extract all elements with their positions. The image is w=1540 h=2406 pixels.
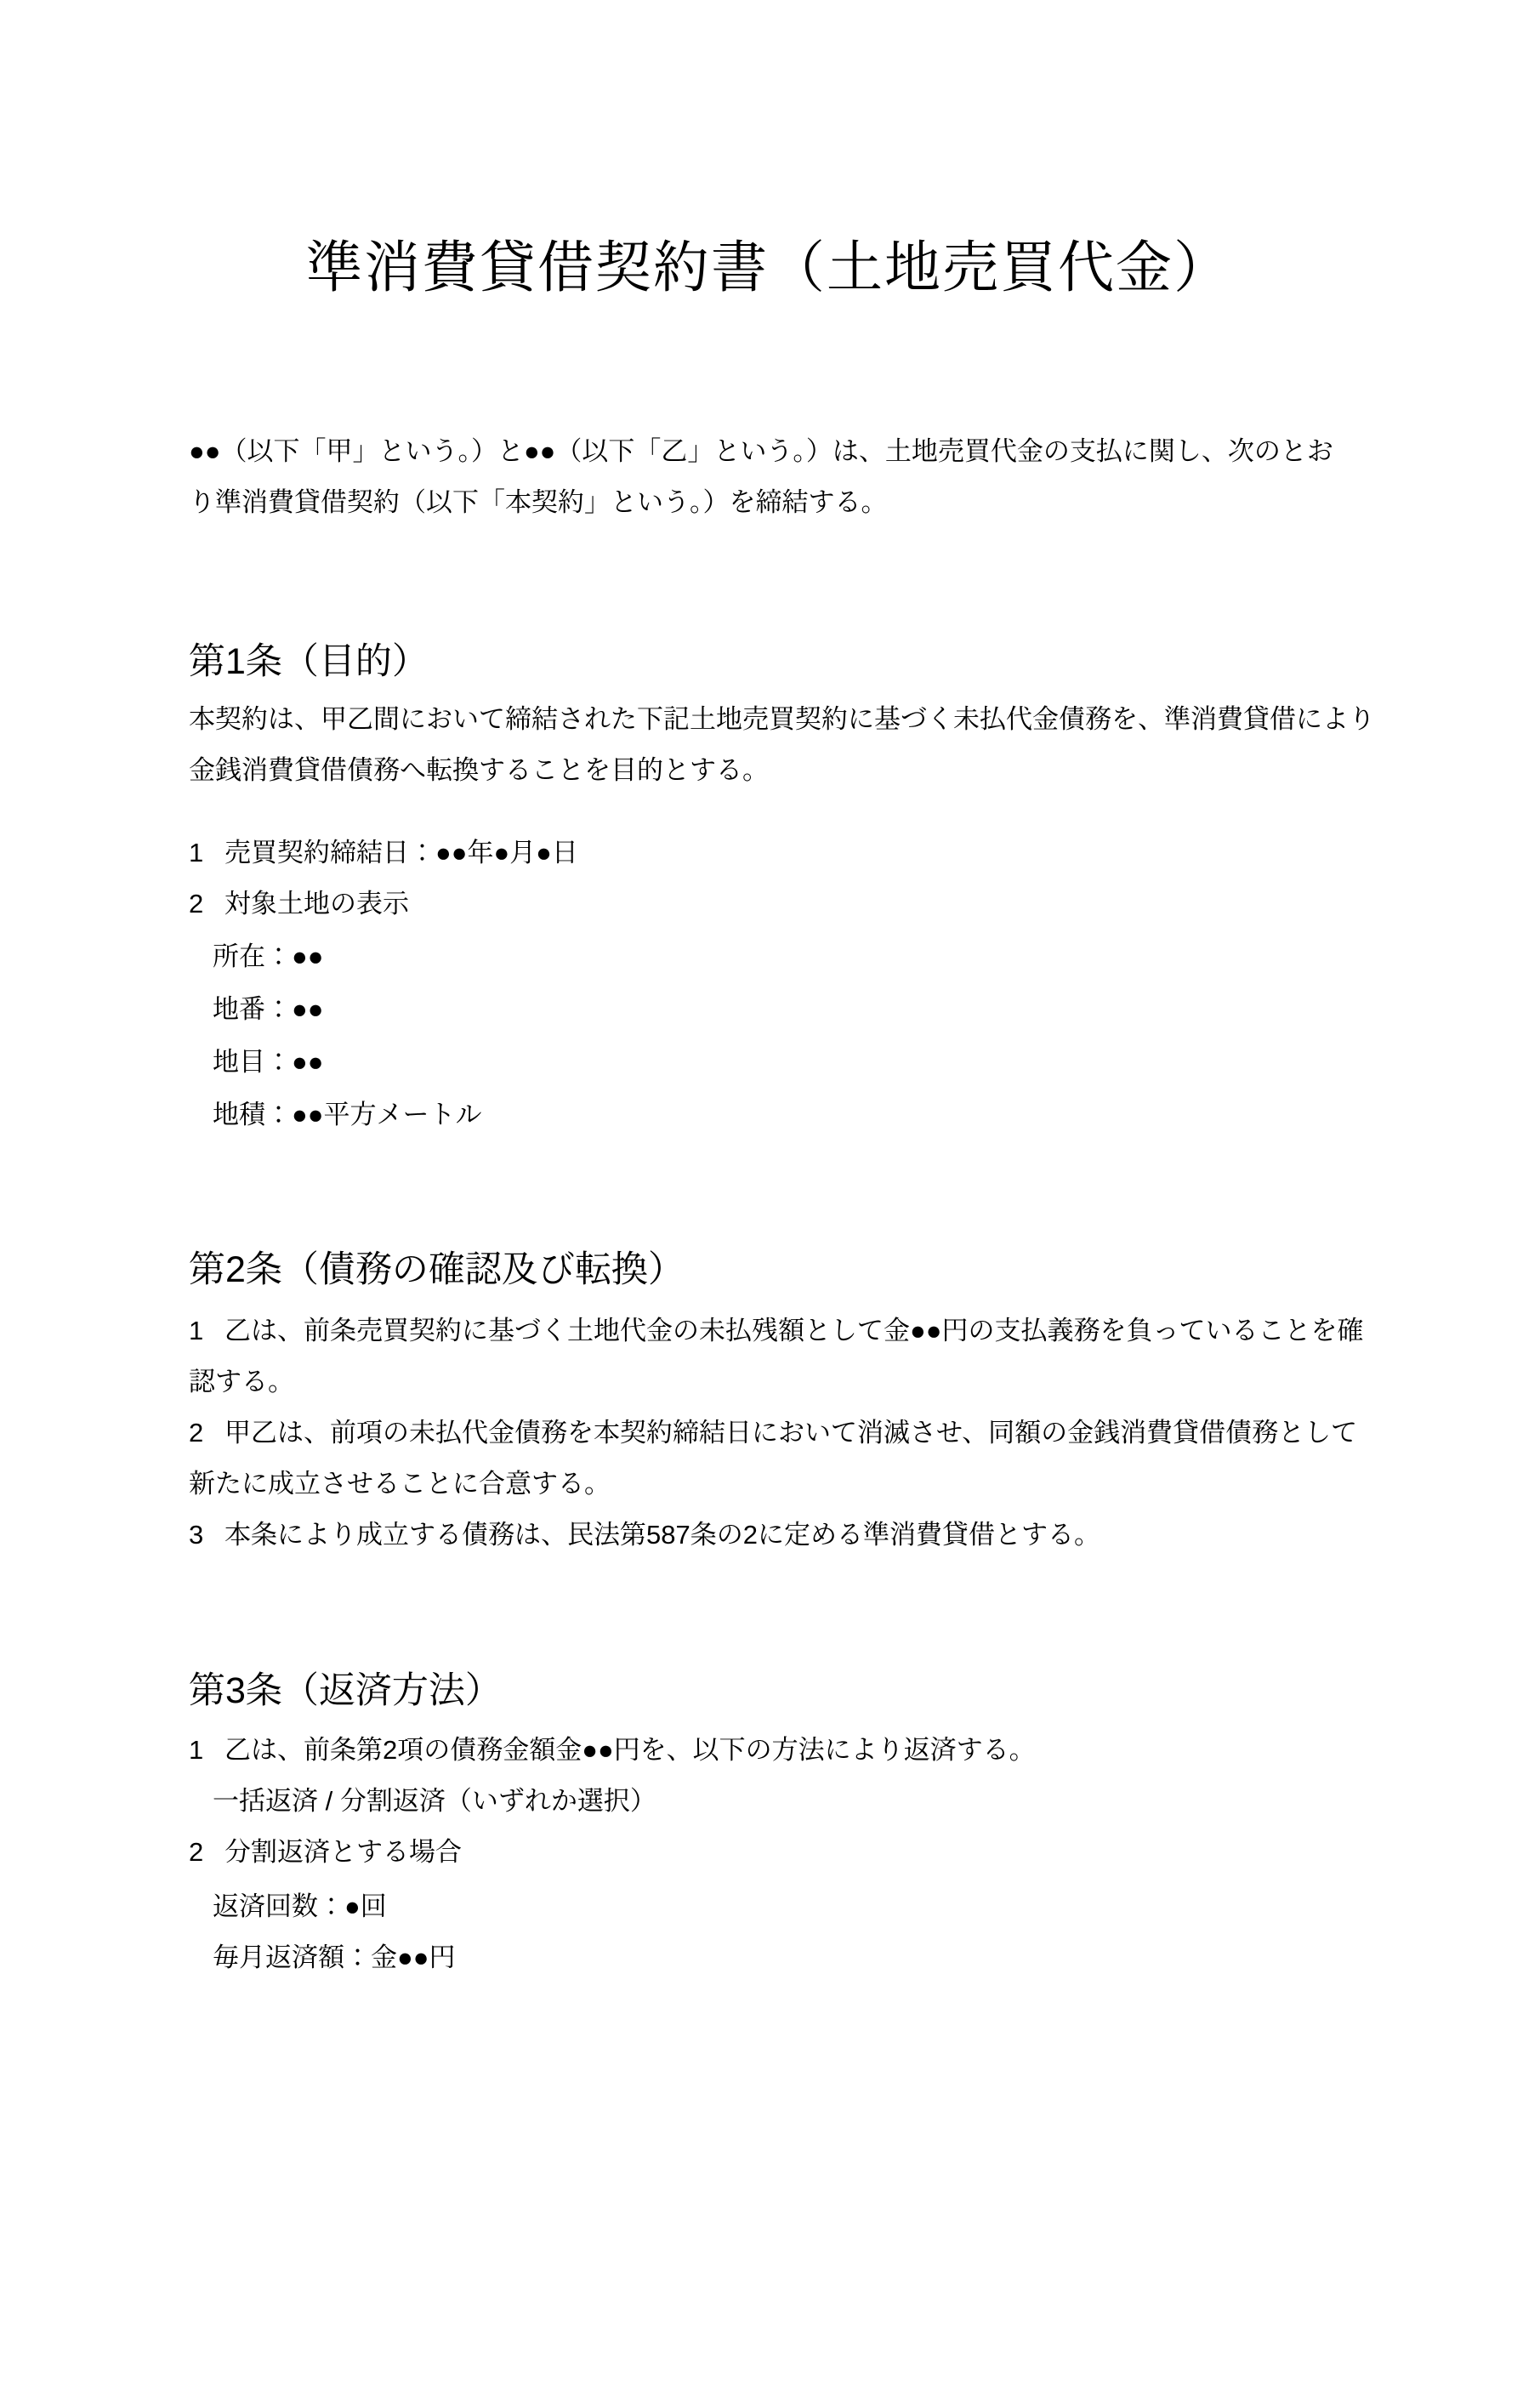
article1-item-1-number: 1 xyxy=(189,838,204,867)
article2-heading: 第2条（債務の確認及び転換） xyxy=(189,1249,685,1290)
article1-body-line-2: 金銭消費貸借債務へ転換することを目的とする。 xyxy=(189,755,769,785)
article1-body-line-1: 本契約は、甲乙間において締結された下記土地売買契約に基づく未払代金債務を、準消費貸借により xyxy=(189,704,1375,734)
document-canvas xyxy=(0,229,1540,2406)
document-title: 準消費貸借契約書（土地売買代金） xyxy=(306,236,1231,299)
article2-item-3-text: 本条により成立する債務は、民法第587条の2に定める準消費貸借とする。 xyxy=(224,1520,1100,1550)
article1-item-2-number: 2 xyxy=(189,889,204,919)
installment-detail-count: 返済回数：●回 xyxy=(213,1891,387,1921)
installment-detail-monthly-amount: 毎月返済額：金●●円 xyxy=(213,1942,456,1972)
article2-item-1-line-2: 認する。 xyxy=(189,1367,294,1396)
article1-item-1-text: 売買契約締結日：●●年●月●日 xyxy=(224,838,578,867)
article3-item-1-number: 1 xyxy=(189,1735,204,1765)
land-detail-area: 地積：●●平方メートル xyxy=(213,1100,482,1129)
land-detail-location: 所在：●● xyxy=(213,941,324,971)
intro-line-2: り準消費貸借契約（以下「本契約」という。）を締結する。 xyxy=(189,487,888,517)
land-detail-category: 地目：●● xyxy=(213,1047,324,1077)
article1-body xyxy=(189,694,1375,796)
article3-item-2-text: 分割返済とする場合 xyxy=(224,1837,462,1867)
article3-item-2-number: 2 xyxy=(189,1837,204,1867)
article3-item-1-text: 乙は、前条第2項の債務金額金●●円を、以下の方法により返済する。 xyxy=(224,1735,1036,1765)
article3-heading: 第3条（返済方法） xyxy=(189,1670,502,1711)
repayment-option-line: 一括返済 / 分割返済（いずれか選択） xyxy=(213,1786,656,1816)
article1-item-2-text: 対象土地の表示 xyxy=(224,889,409,919)
article2-item-2-line-1 xyxy=(189,1408,1358,1459)
article2-item-3 xyxy=(189,1510,1349,1561)
article2-item-1-number: 1 xyxy=(189,1316,204,1345)
article1-item-2 xyxy=(189,879,1349,930)
article2-item-2-text: 甲乙は、前項の未払代金債務を本契約締結日において消滅させ、同額の金銭消費貸借債務として xyxy=(224,1418,1358,1448)
article1-item-1 xyxy=(189,828,1349,879)
article2-item-3-number: 3 xyxy=(189,1520,204,1550)
article2-item-2-number: 2 xyxy=(189,1418,204,1448)
article2-item-2-line-2: 新たに成立させることに合意する。 xyxy=(189,1469,611,1499)
land-detail-lot-number: 地番：●● xyxy=(213,994,324,1024)
article2-item-1-text: 乙は、前条売買契約に基づく土地代金の未払残額として金●●円の支払義務を負っていることを確 xyxy=(224,1316,1364,1345)
article1-heading: 第1条（目的） xyxy=(189,641,429,682)
intro-paragraph xyxy=(189,426,1349,528)
article3-item-2 xyxy=(189,1827,1349,1878)
contract-document xyxy=(0,229,1540,1983)
article2-item-1-line-1 xyxy=(189,1305,1364,1357)
article3-item-1 xyxy=(189,1725,1349,1776)
intro-line-1: ●●（以下「甲」という。）と●●（以下「乙」という。）は、土地売買代金の支払に関し、次のとお xyxy=(189,436,1333,466)
